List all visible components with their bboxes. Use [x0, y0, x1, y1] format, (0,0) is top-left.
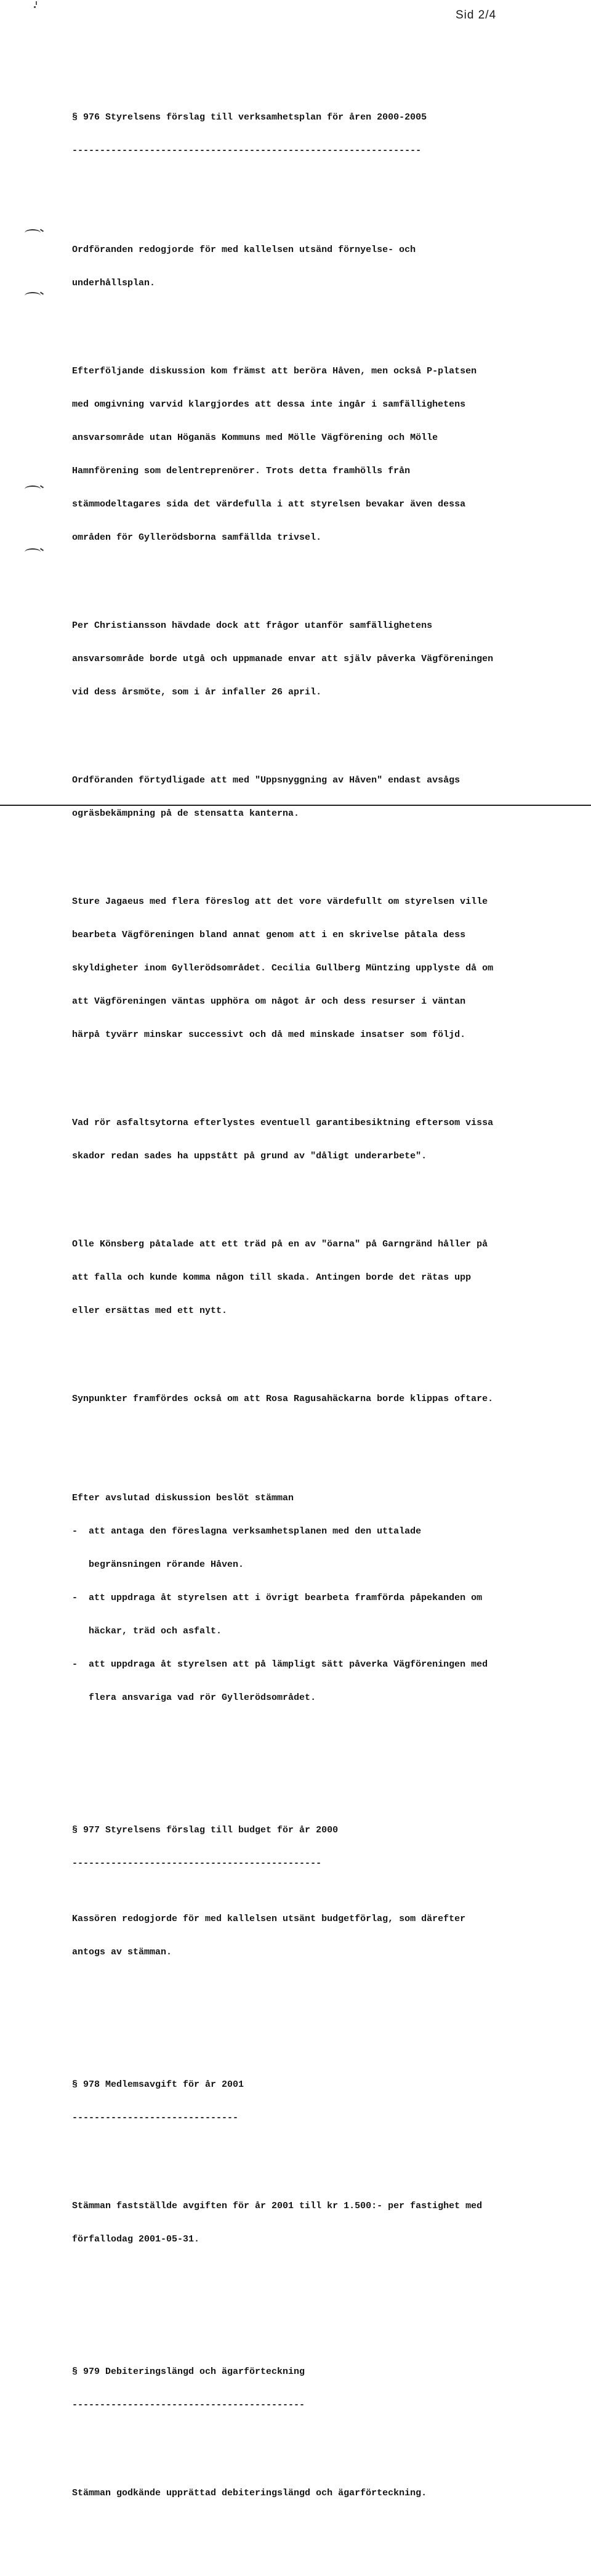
text-line: Olle Könsberg påtalade att ett träd på en av "öarna" på Garngränd håller på [72, 1239, 488, 1249]
text-line: Hamnförening som delentreprenörer. Trots detta framhölls från [72, 466, 411, 476]
text-line: ansvarsområde utan Höganäs Kommuns med Mölle Vägförening och Mölle [72, 433, 438, 443]
section-heading: § 976 Styrelsens förslag till verksamhetsplan för åren 2000-2005 [72, 112, 427, 123]
text-line: underhållsplan. [72, 278, 156, 288]
text-line: vid dess årsmöte, som i år infaller 26 april. [72, 687, 322, 697]
bullet-item: - att uppdraga åt styrelsen att i övrigt bearbeta framförda påpekanden om [72, 1593, 483, 1603]
text-line: områden för Gyllerödsborna samfällda trivsel. [72, 532, 322, 543]
section-976 [72, 90, 540, 1758]
document-body [72, 46, 540, 2576]
paragraph [72, 1371, 540, 1427]
bullet-item-cont: häckar, träd och asfalt. [72, 1626, 222, 1636]
text-line: Efterföljande diskussion kom främst att beröra Håven, men också P-platsen [72, 366, 477, 376]
text-line: med omgivning varvid klargjordes att dessa inte ingår i samfällighetens [72, 399, 466, 410]
paragraph [72, 1217, 540, 1339]
text-line: att Vägföreningen väntas upphöra om något år och dess resurser i väntan [72, 996, 466, 1007]
section-heading: § 979 Debiteringslängd och ägarförteckning [72, 2367, 305, 2377]
bullet-item: - att antaga den föreslagna verksamhetsplanen med den uttalade [72, 1526, 422, 1537]
bullet-item-cont: begränsningen rörande Håven. [72, 1559, 244, 1570]
section-977 [72, 1803, 540, 2013]
text-line: härpå tyvärr minskar successivt och då med minskade insatser som följd. [72, 1030, 466, 1040]
margin-mark [25, 548, 41, 556]
text-line: Stämman godkände upprättad debiteringslängd och ägarförteckning. [72, 2488, 427, 2498]
paragraph [72, 753, 540, 842]
text-line: Ordföranden förtydligade att med "Uppsnyggning av Håven" endast avsågs [72, 775, 460, 786]
scan-speck [36, 1, 37, 5]
decision-intro: Efter avslutad diskussion beslöt stämman [72, 1493, 294, 1503]
text-line: antogs av stämman. [72, 1947, 172, 1957]
text-line: Stämman fastställde avgiften för år 2001 till kr 1.500:- per fastighet med [72, 2201, 483, 2211]
margin-mark [25, 486, 41, 493]
text-line: Ordföranden redogjorde för med kallelsen utsänd förnyelse- och [72, 245, 416, 255]
text-line: Sture Jagaeus med flera föreslog att det vore värdefullt om styrelsen ville [72, 896, 488, 907]
paragraph [72, 598, 540, 720]
paragraph [72, 2466, 540, 2521]
text-line: Vad rör asfaltsytorna efterlystes eventuell garantibesiktning eftersom vissa [72, 1118, 494, 1128]
text-line: Kassören redogjorde för med kallelsen utsänt budgetförlag, som därefter [72, 1914, 466, 1924]
decision-block [72, 1471, 540, 1726]
text-line: Per Christiansson hävdade dock att frågor utanför samfällighetens [72, 620, 433, 631]
text-line: stämmodeltagares sida det värdefulla i att styrelsen bevakar även dessa [72, 499, 466, 510]
section-979 [72, 2344, 540, 2554]
text-line: skyldigheter inom Gyllerödsområdet. Cecilia Gullberg Müntzing upplyste då om [72, 963, 494, 973]
heading-rule: --------------------------------------------- [72, 1858, 322, 1869]
section-heading: § 978 Medlemsavgift för år 2001 [72, 2079, 244, 2090]
paragraph [72, 1095, 540, 1184]
page-number: Sid 2/4 [456, 9, 497, 22]
heading-rule: ------------------------------------------ [72, 2400, 305, 2410]
heading-rule: ------------------------------ [72, 2113, 239, 2123]
text-line: skador redan sades ha uppstått på grund av "dåligt underarbete". [72, 1151, 427, 1161]
text-line: bearbeta Vägföreningen bland annat genom att i en skrivelse påtala dess [72, 930, 466, 940]
text-line: eller ersättas med ett nytt. [72, 1306, 228, 1316]
page-bottom-rule [0, 805, 591, 806]
scan-speck [34, 6, 36, 8]
section-heading: § 977 Styrelsens förslag till budget för år 2000 [72, 1825, 339, 1835]
margin-mark [25, 292, 41, 299]
heading-rule: --------------------------------------------------------------- [72, 145, 422, 156]
text-line: ogräsbekämpning på de stensatta kanterna. [72, 808, 300, 819]
paragraph [72, 1891, 540, 1980]
margin-mark [25, 229, 41, 237]
paragraph [72, 874, 540, 1063]
paragraph [72, 344, 540, 566]
paragraph [72, 2179, 540, 2267]
text-line: ansvarsområde borde utgå och uppmanade envar att själv påverka Vägföreningen [72, 654, 494, 664]
text-line: förfallodag 2001-05-31. [72, 2234, 200, 2245]
section-978 [72, 2057, 540, 2300]
text-line: Synpunkter framfördes också om att Rosa Ragusahäckarna borde klippas oftare. [72, 1394, 494, 1404]
bullet-item: - att uppdraga åt styrelsen att på lämpligt sätt påverka Vägföreningen med [72, 1659, 488, 1670]
paragraph [72, 222, 540, 311]
text-line: att falla och kunde komma någon till skada. Antingen borde det rätas upp [72, 1272, 472, 1283]
bullet-item-cont: flera ansvariga vad rör Gyllerödsområdet. [72, 1692, 316, 1703]
